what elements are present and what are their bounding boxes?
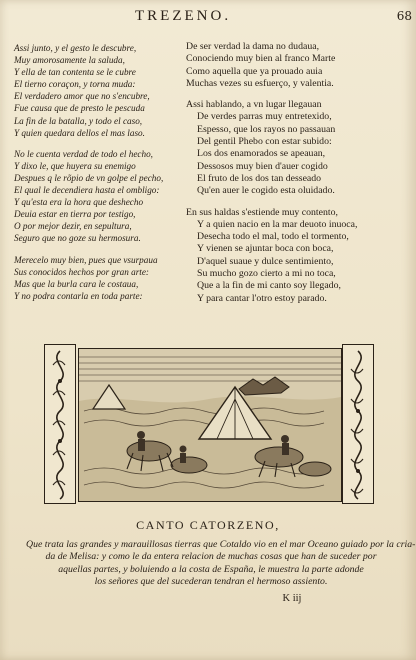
verse-line: El tierno coraçon, y torna muda: xyxy=(14,79,136,90)
verse-line: O por mejor dezir, en sepultura, xyxy=(14,221,132,232)
argument-line: los señores que del sucederan tendran el hermoso assiento. xyxy=(94,576,328,588)
verse-line: Y quien quedara dellos el mas laso. xyxy=(14,127,145,138)
canto-argument xyxy=(26,539,416,589)
verse-line: Que a la fin de mi canto soy llegado, xyxy=(197,280,341,292)
verse-line: Mas que la burla cara le costaua, xyxy=(14,278,139,289)
verse-line: Del gentil Phebo con estar subido: xyxy=(197,136,332,148)
verse-line: El fruto de los dos tan desseado xyxy=(197,172,322,184)
canto-title: CANTO CATORZENO, xyxy=(136,518,280,532)
verse-line: En sus haldas s'estiende muy contento, xyxy=(186,206,338,218)
stanza xyxy=(186,41,401,90)
verse-line: Y dixo le, que huyera su enemigo xyxy=(14,160,136,171)
verse-line: Como aquella que ya prouado auia xyxy=(186,65,323,77)
verse-line: La fin de la batalla, y todo el caso, xyxy=(14,115,143,126)
page-header xyxy=(0,8,416,28)
verse-line: Y ella de tan contenta se le cubre xyxy=(14,67,136,78)
verse-line: Conociendo muy bien al franco Marte xyxy=(186,53,336,65)
verse-line: Assi junto, y el gesto le descubre, xyxy=(14,43,137,53)
verse-line: Deuia estar en tierra por testigo, xyxy=(14,209,136,220)
ornamental-border-left xyxy=(44,344,76,504)
verse-line: Espesso, que los rayos no passauan xyxy=(197,123,336,135)
verse-line: Muchas vezes su esfuerço, y valentia. xyxy=(186,77,334,89)
page-number: 68 xyxy=(396,9,412,23)
verse-line: Y qu'esta era la hora que deshecho xyxy=(14,197,144,208)
verse-line: Sus conocidos hechos por gran arte: xyxy=(14,266,149,277)
verse-line: Seguro que no goze su hermosura. xyxy=(14,233,141,244)
verse-line: Fue causa que de presto le pescuda xyxy=(14,103,145,114)
ornamental-border-right xyxy=(342,344,374,504)
verse-line: Y vienen se ajuntar boca con boca, xyxy=(197,243,334,255)
argument-line: Que trata las grandes y marauillosas tierras que Cotaldo vio en el mar Oceano guiado por la cria- xyxy=(26,539,416,550)
stanza xyxy=(186,99,401,197)
woodcut-illustration xyxy=(44,344,374,504)
verse-line: El verdadero amor que no s'encubre, xyxy=(14,91,150,102)
verse-line: Y para cantar l'otro estoy parado. xyxy=(197,292,327,304)
verse-line: Su mucho gozo cierto a mi no toca, xyxy=(197,268,336,280)
woodcut-scene xyxy=(78,348,342,502)
verse-line: Despues q le rõpio de vn golpe el pecho, xyxy=(14,172,164,183)
verse-line: Dessosos muy bien d'auer cogido xyxy=(197,160,328,172)
verse-line: Merecelo muy bien, pues que vsurpaua xyxy=(14,254,158,265)
argument-line: aquellas partes, y boluiendo a la costa de España, le muestra la parte adonde xyxy=(58,563,364,575)
verse-line: Muy amorosamente la saluda, xyxy=(14,55,125,66)
right-column xyxy=(186,41,401,314)
argument-line: da de Melisa: y como le da entera relacion de muchas cosas que han de suceder por xyxy=(45,551,377,563)
verse-line: De ser verdad la dama no dudaua, xyxy=(186,41,320,52)
verse-line: D'aquel suaue y dulce sentimiento, xyxy=(197,255,334,267)
signature-mark xyxy=(0,593,416,604)
verse-line: Assi hablando, a vn lugar llegauan xyxy=(186,99,322,111)
stanza xyxy=(186,207,401,305)
verse-line: No le cuenta verdad de todo el hecho, xyxy=(14,148,153,159)
signature-text: K iij xyxy=(282,593,302,604)
running-head: TREZENO. xyxy=(135,8,232,24)
verse-line: Y a quien nacio en la mar deuoto inuoca, xyxy=(197,218,358,230)
verse-line: De verdes parras muy entretexido, xyxy=(197,111,332,123)
left-column xyxy=(14,42,184,311)
stanza xyxy=(14,42,184,139)
verse-line: Qu'en auer le cogido esta oluidado. xyxy=(197,185,335,197)
verse-line: Desecha todo el mal, todo el tormento, xyxy=(197,231,349,243)
stanza xyxy=(14,148,184,245)
verse-line: Y no podra contarla en toda parte: xyxy=(14,290,143,301)
stanza xyxy=(14,254,184,302)
verse-line: Los dos enamorados se apeauan, xyxy=(197,148,326,160)
verse-line: El qual le decendiera hasta el ombligo: xyxy=(14,185,160,196)
